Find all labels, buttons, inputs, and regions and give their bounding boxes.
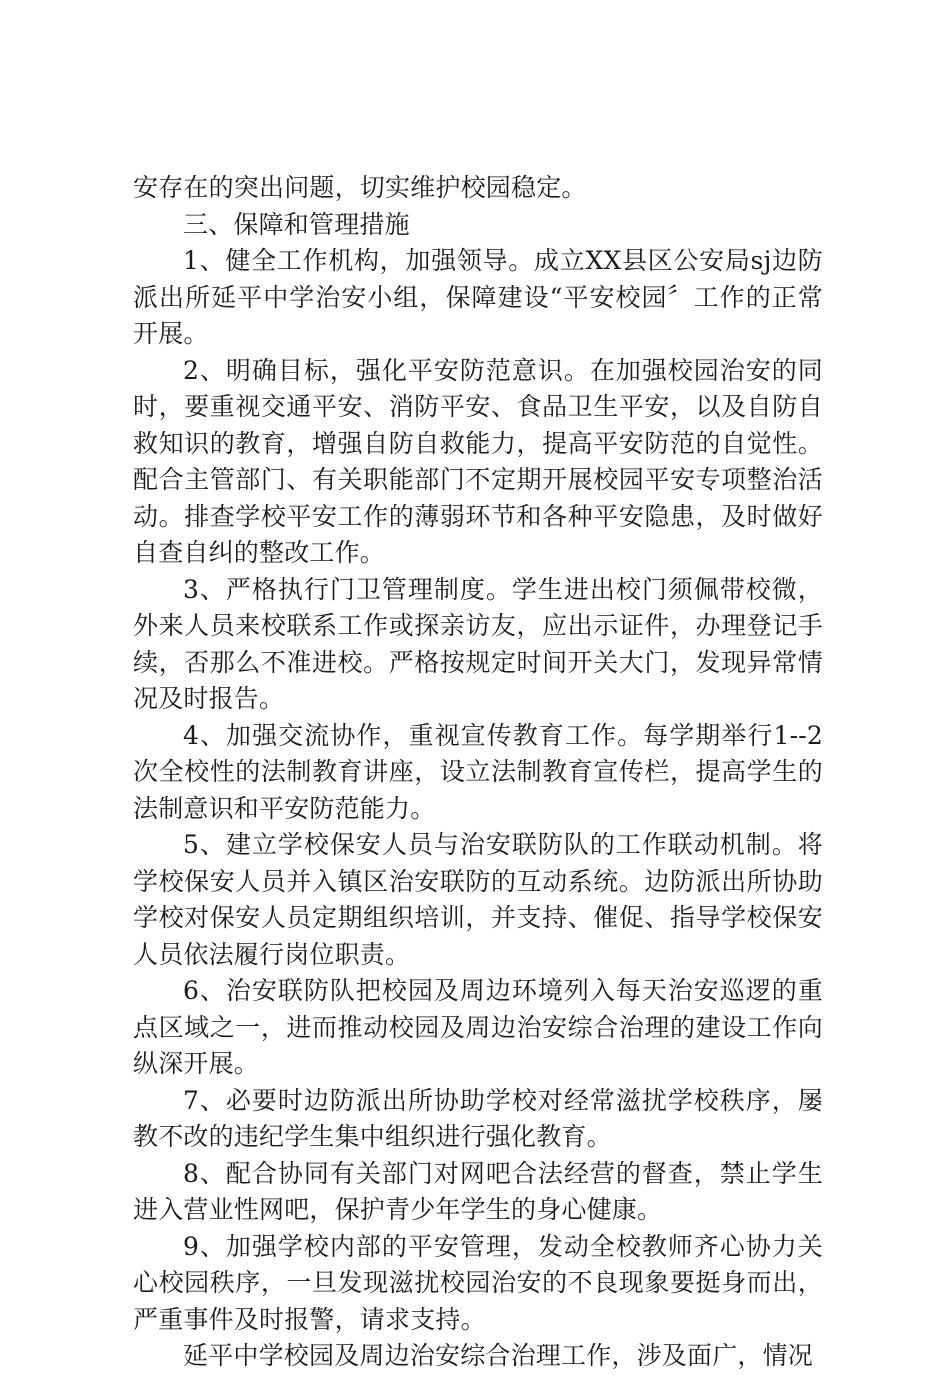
- paragraph-item-6: 6、治安联防队把校园及周边环境列入每天治安巡逻的重点区域之一，进而推动校园及周边治安综合治理的建设工作向纵深开展。: [133, 976, 823, 1078]
- section-heading: 三、保障和管理措施: [183, 209, 410, 239]
- paragraph-closing: 延平中学校园及周边治安综合治理工作，涉及面广，情况: [183, 1341, 814, 1370]
- paragraph-continuation: 安存在的突出问题，切实维护校园稳定。: [133, 173, 587, 202]
- document-page: [133, 170, 823, 1375]
- paragraph-item-2: 2、明确目标，强化平安防范意识。在加强校园治安的同时，要重视交通平安、消防平安、食品卫生平安，以及自防自救知识的教育，增强自防自救能力，提高平安防范的自觉性。配合主管部门、有关职能部门不定期开展校园平安专项整治活动。排查学校平安工作的薄弱环节和各种平安隐患，及时做好自查自纠的整改工作。: [133, 355, 823, 567]
- paragraph-item-3: 3、严格执行门卫管理制度。学生进出校门须佩带校微，外来人员来校联系工作或探亲访友，应出示证件，办理登记手续，否那么不准进校。严格按规定时间开关大门，发现异常情况及时报告。: [133, 574, 823, 713]
- paragraph-item-8: 8、配合协同有关部门对网吧合法经营的督查，禁止学生进入营业性网吧，保护青少年学生的身心健康。: [133, 1158, 823, 1224]
- paragraph-item-4: 4、加强交流协作，重视宣传教育工作。每学期举行1--2次全校性的法制教育讲座，设立法制教育宣传栏，提高学生的法制意识和平安防范能力。: [133, 720, 823, 823]
- paragraph-item-9: 9、加强学校内部的平安管理，发动全校教师齐心协力关心校园秩序，一旦发现滋扰校园治安的不良现象要挺身而出，严重事件及时报警，请求支持。: [133, 1231, 823, 1334]
- paragraph-item-7: 7、必要时边防派出所协助学校对经常滋扰学校秩序，屡教不改的违纪学生集中组织进行强化教育。: [133, 1085, 823, 1151]
- paragraph-item-1: 1、健全工作机构，加强领导。成立XX县区公安局sj边防派出所延平中学治安小组，保障建设“平安校园〞工作的正常开展。: [133, 246, 823, 348]
- paragraph-item-5: 5、建立学校保安人员与治安联防队的工作联动机制。将学校保安人员并入镇区治安联防的互动系统。边防派出所协助学校对保安人员定期组织培训，并支持、催促、指导学校保安人员依法履行岗位职责。: [133, 830, 823, 969]
